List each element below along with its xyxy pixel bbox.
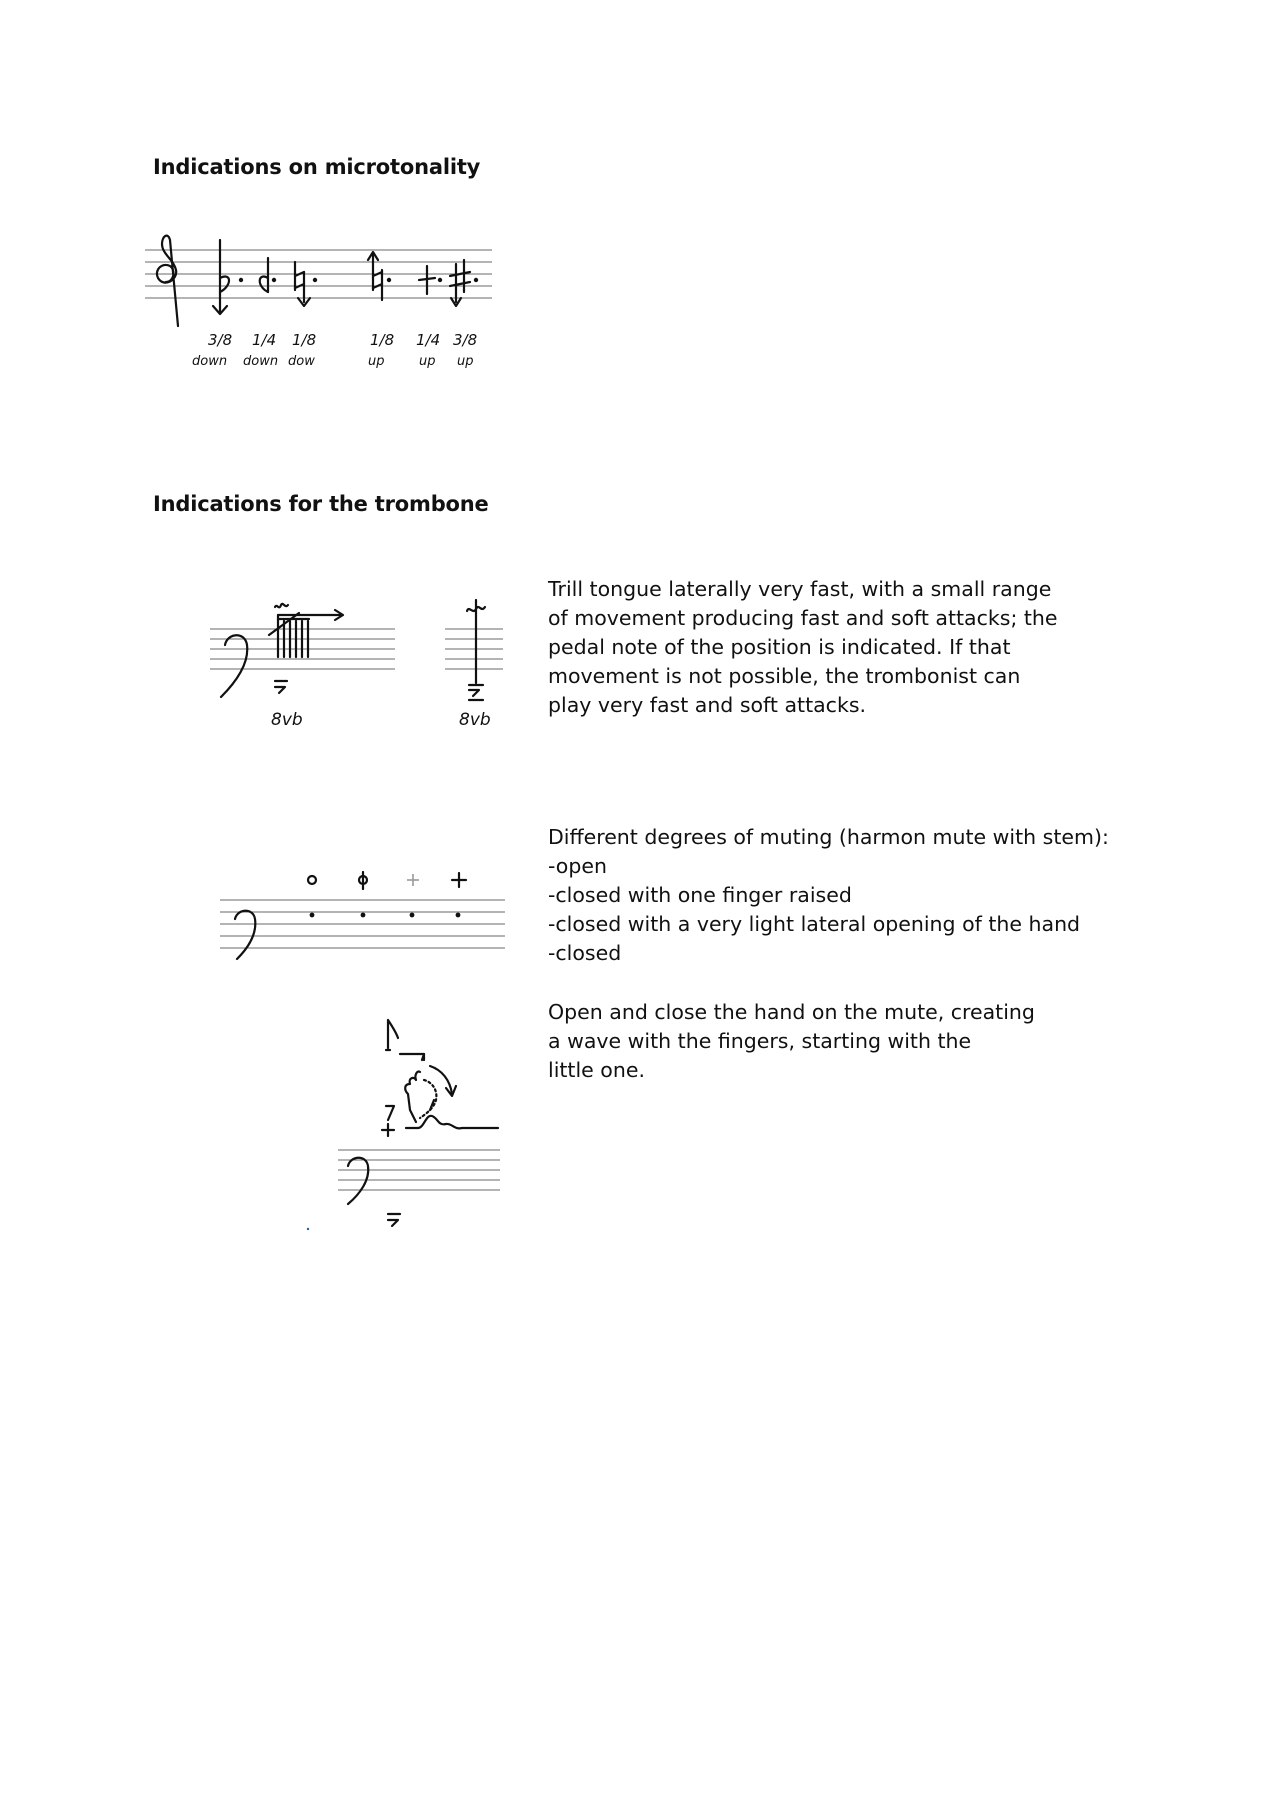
muting-description — [548, 823, 1109, 968]
plus-closed-icon — [452, 873, 466, 917]
microtonality-notation-figure — [140, 230, 500, 380]
bass-staff-trill — [210, 629, 503, 669]
wave-line-3: little one. — [548, 1058, 645, 1082]
pedal-note-icon — [275, 681, 287, 693]
label-direction-2: down — [243, 354, 279, 369]
label-direction-1: down — [192, 354, 228, 369]
label-direction-6: up — [457, 354, 474, 369]
label-fraction-6: 3/8 — [453, 331, 478, 349]
label-fraction-3: 1/8 — [292, 331, 317, 349]
wave-description — [548, 998, 1035, 1085]
wave-line-2: a wave with the fingers, starting with the — [548, 1029, 972, 1053]
blue-dot-mark — [307, 1228, 309, 1230]
trill-line-5: play very fast and soft attacks. — [548, 693, 867, 717]
section-heading-microtonality: Indications on microtonality — [153, 155, 481, 179]
quarter-sharp-up-icon — [419, 266, 442, 294]
bracket-icon — [400, 1054, 424, 1060]
label-fraction-2: 1/4 — [252, 331, 277, 349]
muting-line-4: -closed with a very light lateral opening of the hand — [548, 912, 1081, 936]
trill-line-1: Trill tongue laterally very fast, with a small range — [548, 577, 1052, 601]
section-heading-trombone: Indications for the trombone — [153, 492, 489, 516]
hand-mute-icon — [405, 1066, 456, 1122]
octave-label-right: 8vb — [459, 710, 491, 730]
trill-tongue-notation-figure — [205, 585, 525, 735]
treble-clef-icon — [157, 236, 178, 326]
muting-line-1: Different degrees of muting (harmon mute with stem): — [548, 825, 1109, 849]
bass-clef-icon — [348, 1158, 368, 1204]
natural-eighth-up-icon — [368, 252, 391, 300]
muting-degrees-notation-figure — [215, 865, 515, 965]
pedal-note-icon — [388, 1214, 400, 1226]
muting-line-3: -closed with one finger raised — [548, 883, 852, 907]
treble-staff — [145, 250, 492, 298]
label-direction-5: up — [419, 354, 436, 369]
rest-icon — [386, 1020, 398, 1050]
sharp-three-eighths-up-icon — [450, 260, 478, 306]
circle-with-line-icon — [359, 872, 367, 917]
reversed-flat-quarter-down-icon — [260, 258, 276, 292]
label-fraction-5: 1/4 — [416, 331, 441, 349]
label-direction-3: dow — [288, 354, 315, 369]
label-fraction-1: 3/8 — [208, 331, 233, 349]
bass-clef-icon — [235, 911, 255, 959]
trill-stem-icon — [467, 600, 485, 700]
label-fraction-4: 1/8 — [370, 331, 395, 349]
wave-line-1: Open and close the hand on the mute, creating — [548, 1000, 1035, 1024]
light-plus-icon — [407, 874, 419, 917]
trill-line-2: of movement producing fast and soft attacks; the — [548, 606, 1058, 630]
label-direction-4: up — [368, 354, 385, 369]
open-circle-icon — [308, 876, 316, 917]
natural-eighth-down-icon — [295, 262, 317, 306]
muting-line-5: -closed — [548, 941, 622, 965]
bass-clef-icon — [221, 635, 247, 697]
trill-line-4: movement is not possible, the trombonist can — [548, 664, 1021, 688]
trill-line-3: pedal note of the position is indicated. If that — [548, 635, 1011, 659]
seven-plus-icon — [382, 1106, 394, 1136]
flat-three-eighths-down-icon — [213, 240, 243, 314]
octave-label-left: 8vb — [271, 710, 303, 730]
bass-staff-wave — [338, 1150, 500, 1190]
trill-description — [548, 575, 1058, 720]
hand-wave-notation-figure — [300, 1010, 520, 1240]
muting-line-2: -open — [548, 854, 607, 878]
bass-staff-muting — [220, 900, 505, 948]
